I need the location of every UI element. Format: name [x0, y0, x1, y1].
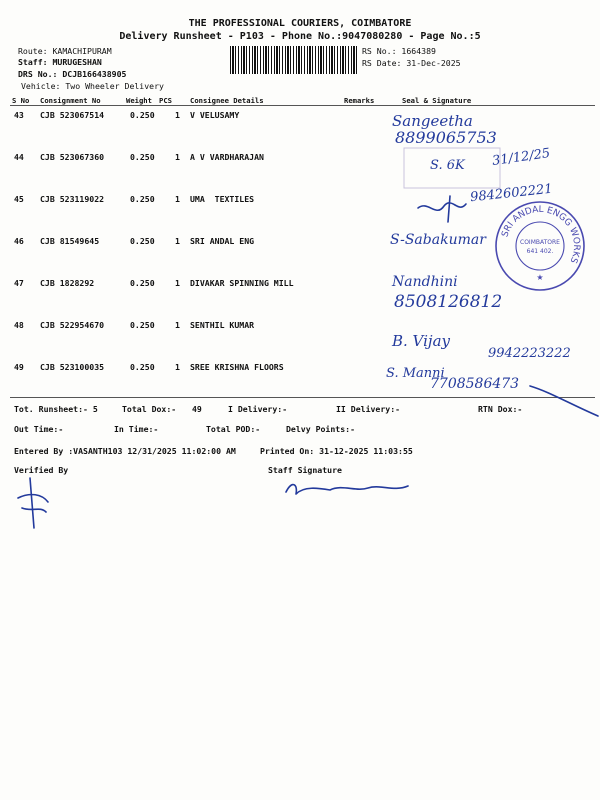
company-title: THE PROFESSIONAL COURIERS, COIMBATORE — [188, 18, 412, 29]
row-pcs: 1 — [175, 236, 180, 246]
row-consignee: SREE KRISHNA FLOORS — [190, 362, 284, 372]
row-consignment: CJB 81549645 — [40, 236, 100, 246]
total-dox-value: 49 — [192, 404, 202, 414]
total-dox-label: Total Dox:- — [122, 404, 177, 414]
row-sno: 48 — [14, 320, 24, 330]
row-pcs: 1 — [175, 194, 180, 204]
handwritten-name: B. Vijay — [392, 332, 450, 350]
row-consignee: A V VARDHARAJAN — [190, 152, 264, 162]
row-consignment: CJB 1828292 — [40, 278, 95, 288]
row-pcs: 1 — [175, 278, 180, 288]
signature-row45 — [418, 196, 466, 222]
handwritten-name: Sangeetha — [392, 112, 473, 130]
row-consignee: SENTHIL KUMAR — [190, 320, 255, 330]
rs-number: RS No.: 1664389 — [362, 46, 436, 56]
company-stamp — [494, 200, 586, 292]
row-weight: 0.250 — [130, 320, 155, 330]
row-pcs: 1 — [175, 320, 180, 330]
row-sno: 44 — [14, 152, 24, 162]
row-sno: 47 — [14, 278, 24, 288]
col-pcs: PCS — [159, 96, 172, 105]
row-consignment: CJB 523067514 — [40, 110, 105, 120]
total-pod: Total POD:- — [206, 424, 261, 434]
col-consignee: Consignee Details — [190, 96, 264, 105]
row-consignee: V VELUSAMY — [190, 110, 240, 120]
row-pcs: 1 — [175, 362, 180, 372]
handwritten-phone: 9842602221 — [469, 181, 554, 206]
in-time: In Time:- — [114, 424, 159, 434]
handwritten-phone: 8899065753 — [395, 128, 497, 147]
row-consignment: CJB 523119022 — [40, 194, 105, 204]
stamp-star-icon: ★ — [536, 273, 544, 282]
company-stamp-graphic — [494, 200, 586, 292]
printed-on: Printed On: 31-12-2025 11:03:55 — [260, 446, 413, 456]
row-sno: 43 — [14, 110, 24, 120]
runsheet-subtitle: Delivery Runsheet - P103 - Phone No.:9047080280 - Page No.:5 — [119, 31, 481, 42]
row-sno: 46 — [14, 236, 24, 246]
rtn-dox: RTN Dox:- — [478, 404, 523, 414]
drs-number: DRS No.: DCJB166438905 — [18, 69, 127, 79]
row-weight: 0.250 — [130, 152, 155, 162]
vehicle-text: Vehicle: Two Wheeler Delivery — [21, 81, 164, 91]
row-sno: 49 — [14, 362, 24, 372]
row-consignment: CJB 523067360 — [40, 152, 105, 162]
row-pcs: 1 — [175, 110, 180, 120]
faint-seal-box — [404, 148, 500, 188]
row-weight: 0.250 — [130, 110, 155, 120]
handwritten-name: S. 6K — [430, 158, 465, 173]
row-weight: 0.250 — [130, 236, 155, 246]
stamp-city: COIMBATORE — [520, 239, 560, 246]
handwritten-name: Nandhini — [392, 274, 458, 290]
handwritten-name: S. Manni — [386, 366, 445, 381]
col-consignment: Consignment No — [40, 96, 101, 105]
row-weight: 0.250 — [130, 278, 155, 288]
verified-signature-stroke — [18, 478, 48, 528]
staff-signature-stroke — [286, 485, 408, 494]
stamp-pin: 641 402. — [526, 248, 554, 255]
tot-runsheet: Tot. Runsheet:- 5 — [14, 404, 98, 414]
signature-tail-stroke — [530, 386, 598, 416]
row-sno: 45 — [14, 194, 24, 204]
row-pcs: 1 — [175, 152, 180, 162]
col-weight: Weight — [126, 96, 152, 105]
handwritten-phone: 8508126812 — [394, 292, 503, 312]
col-sno: S No — [12, 96, 30, 105]
handwritten-phone: 7708586473 — [430, 376, 520, 392]
row-consignee: DIVAKAR SPINNING MILL — [190, 278, 294, 288]
row-consignee: SRI ANDAL ENG — [190, 236, 255, 246]
i-delivery: I Delivery:- — [228, 404, 288, 414]
handwritten-date: 31/12/25 — [491, 146, 552, 169]
out-time: Out Time:- — [14, 424, 64, 434]
delvy-points: Delvy Points:- — [286, 424, 356, 434]
row-consignee: UMA TEXTILES — [190, 194, 255, 204]
route-text: Route: KAMACHIPURAM — [18, 46, 112, 56]
staff-signature-label: Staff Signature — [268, 465, 342, 475]
handwritten-name: S-Sabakumar — [390, 232, 486, 248]
handwritten-phone: 9942223222 — [488, 346, 571, 361]
row-consignment: CJB 522954670 — [40, 320, 105, 330]
verified-by-label: Verified By — [14, 465, 69, 475]
row-consignment: CJB 523100035 — [40, 362, 105, 372]
entered-by: Entered By :VASANTH103 12/31/2025 11:02:00 AM — [14, 446, 236, 456]
row-weight: 0.250 — [130, 194, 155, 204]
stamp-ring-text: SRI ANDAL ENGG WORKS — [500, 204, 582, 265]
ii-delivery: II Delivery:- — [336, 404, 401, 414]
rs-date: RS Date: 31-Dec-2025 — [362, 58, 461, 68]
col-remarks: Remarks — [344, 96, 375, 105]
staff-text: Staff: MURUGESHAN — [18, 57, 102, 67]
stamp-inner-ring — [516, 222, 564, 270]
row-weight: 0.250 — [130, 362, 155, 372]
col-seal: Seal & Signature — [402, 96, 472, 105]
